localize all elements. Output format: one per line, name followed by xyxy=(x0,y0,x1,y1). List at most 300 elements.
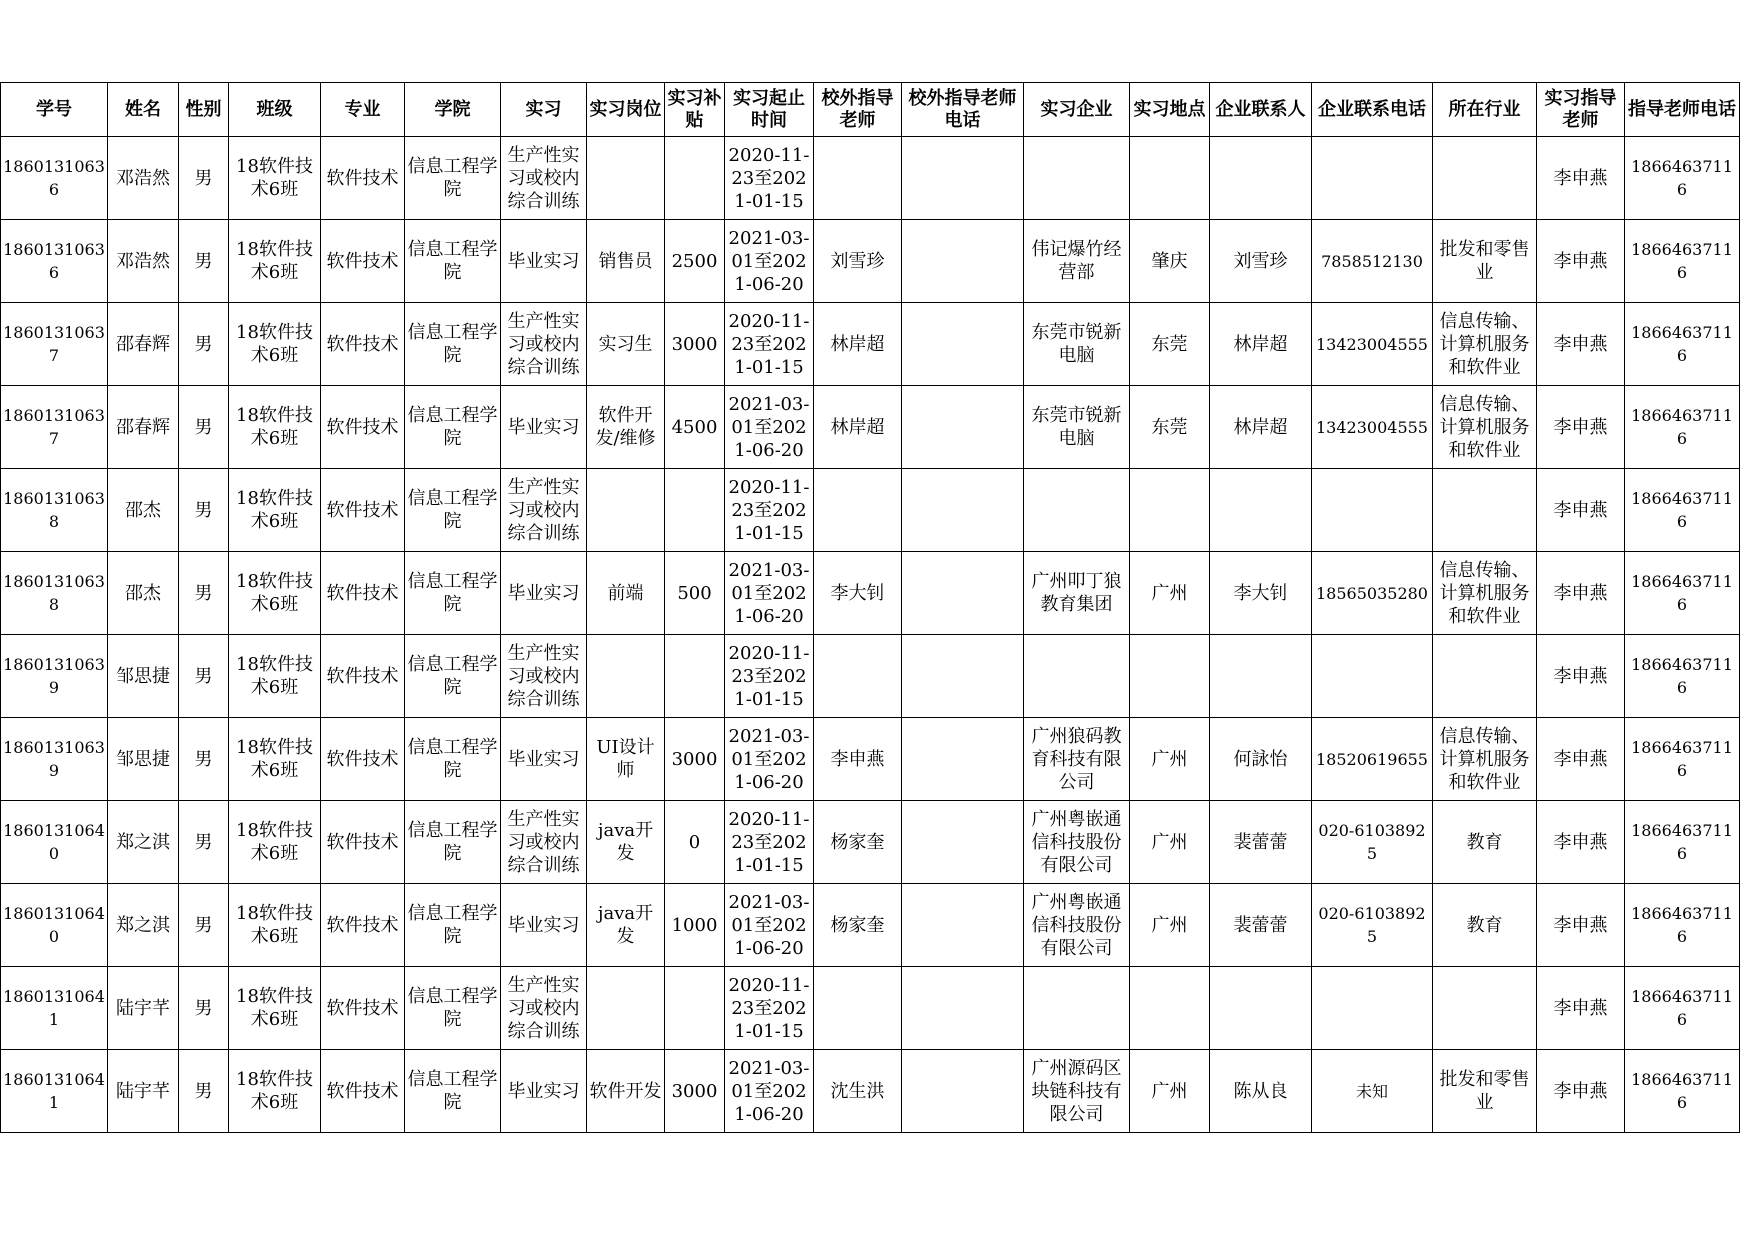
table-cell xyxy=(1130,469,1210,552)
table-cell xyxy=(501,718,587,801)
table-cell xyxy=(179,801,229,884)
table-cell xyxy=(321,718,405,801)
cell-text: 18601310640 xyxy=(3,821,105,863)
table-cell xyxy=(108,469,179,552)
table-cell xyxy=(1210,552,1312,635)
table-cell xyxy=(1,386,108,469)
table-cell xyxy=(665,967,725,1050)
table-cell xyxy=(229,303,321,386)
cell-text: 2020-11-23至2021-01-15 xyxy=(728,808,810,876)
col-header: 实习 xyxy=(501,83,587,137)
table-cell xyxy=(587,137,665,220)
table-cell xyxy=(501,1050,587,1133)
table-cell xyxy=(1130,220,1210,303)
cell-text: 刘雪珍 xyxy=(830,250,885,272)
cell-text: 18软件技术6班 xyxy=(236,654,313,698)
cell-text: 生产性实习或校内综合训练 xyxy=(507,310,580,378)
cell-text: 软件技术 xyxy=(326,333,399,355)
cell-text: 信息工程学院 xyxy=(407,654,498,698)
col-header: 专业 xyxy=(321,83,405,137)
cell-text: 陆宇芊 xyxy=(116,997,170,1019)
cell-text: 李申燕 xyxy=(1553,333,1608,355)
cell-text: 2021-03-01至2021-06-20 xyxy=(728,1057,810,1125)
table-cell xyxy=(179,469,229,552)
cell-text: 信息传输、计算机服务和软件业 xyxy=(1439,725,1530,793)
cell-text: 生产性实习或校内综合训练 xyxy=(507,642,580,710)
table-cell xyxy=(1625,220,1740,303)
cell-text: 信息工程学院 xyxy=(407,488,498,532)
col-header: 企业联系电话 xyxy=(1312,83,1433,137)
table-cell xyxy=(665,1050,725,1133)
cell-text: 广州源码区块链科技有限公司 xyxy=(1031,1057,1122,1125)
cell-text: 广州狼码教育科技有限公司 xyxy=(1031,725,1122,793)
cell-text: 男 xyxy=(194,1080,213,1102)
cell-text: 2021-03-01至2021-06-20 xyxy=(728,725,810,793)
cell-text: 毕业实习 xyxy=(507,582,580,604)
cell-text: 18软件技术6班 xyxy=(236,488,313,532)
table-cell xyxy=(1312,469,1433,552)
cell-text: 18601310639 xyxy=(3,655,105,697)
cell-text: 1000 xyxy=(671,914,718,936)
cell-text: 男 xyxy=(194,250,213,272)
cell-text: 男 xyxy=(194,499,213,521)
table-cell xyxy=(1312,635,1433,718)
table-cell xyxy=(229,552,321,635)
cell-text: 18601310637 xyxy=(3,323,105,365)
cell-text: 教育 xyxy=(1466,914,1503,936)
cell-text: 7858512130 xyxy=(1321,251,1423,271)
table-cell xyxy=(587,635,665,718)
cell-text: 生产性实习或校内综合训练 xyxy=(507,476,580,544)
table-row xyxy=(1,386,1740,469)
cell-text: 李申燕 xyxy=(1553,748,1608,770)
table-cell xyxy=(405,718,501,801)
cell-text: 13423004555 xyxy=(1316,417,1428,437)
cell-text: 杨家奎 xyxy=(830,914,885,936)
cell-text: 软件技术 xyxy=(326,499,399,521)
col-header: 实习起止时间 xyxy=(725,83,814,137)
table-cell xyxy=(1625,1050,1740,1133)
internship-table xyxy=(0,82,1740,1133)
table-cell xyxy=(1210,801,1312,884)
cell-text: 邓浩然 xyxy=(116,250,170,272)
table-cell xyxy=(405,635,501,718)
table-cell xyxy=(1130,1050,1210,1133)
table-cell xyxy=(1625,967,1740,1050)
table-cell xyxy=(1130,552,1210,635)
table-cell xyxy=(1024,137,1130,220)
cell-text: 2021-03-01至2021-06-20 xyxy=(728,891,810,959)
table-row xyxy=(1,635,1740,718)
col-header: 班级 xyxy=(229,83,321,137)
table-cell xyxy=(902,220,1024,303)
col-header: 学院 xyxy=(405,83,501,137)
cell-text: 2021-03-01至2021-06-20 xyxy=(728,559,810,627)
table-cell xyxy=(1,552,108,635)
table-cell xyxy=(179,967,229,1050)
table-cell xyxy=(1130,303,1210,386)
table-cell xyxy=(1433,884,1537,967)
cell-text: 18601310639 xyxy=(3,738,105,780)
cell-text: 软件技术 xyxy=(326,914,399,936)
cell-text: 前端 xyxy=(607,582,644,604)
table-cell xyxy=(1537,552,1625,635)
cell-text: 广州粤嵌通信科技股份有限公司 xyxy=(1031,808,1122,876)
table-cell xyxy=(1537,884,1625,967)
table-cell xyxy=(108,220,179,303)
table-cell xyxy=(321,552,405,635)
table-cell xyxy=(1130,718,1210,801)
table-cell xyxy=(665,303,725,386)
cell-text: 男 xyxy=(194,416,213,438)
cell-text: 生产性实习或校内综合训练 xyxy=(507,974,580,1042)
cell-text: 男 xyxy=(194,914,213,936)
cell-text: 东莞 xyxy=(1151,333,1188,355)
cell-text: 李大钊 xyxy=(1233,582,1288,604)
table-row xyxy=(1,718,1740,801)
table-cell xyxy=(405,469,501,552)
col-header: 性别 xyxy=(179,83,229,137)
cell-text: 男 xyxy=(194,748,213,770)
cell-text: 软件技术 xyxy=(326,416,399,438)
cell-text: 18软件技术6班 xyxy=(236,1069,313,1113)
table-body xyxy=(1,137,1740,1133)
cell-text: 邵春辉 xyxy=(116,416,170,438)
cell-text: 李申燕 xyxy=(1553,914,1608,936)
table-cell xyxy=(1130,137,1210,220)
table-cell xyxy=(405,220,501,303)
cell-text: 东莞市锐新电脑 xyxy=(1031,405,1122,449)
table-cell xyxy=(814,718,902,801)
col-header: 所在行业 xyxy=(1433,83,1537,137)
table-cell xyxy=(501,469,587,552)
table-cell xyxy=(108,386,179,469)
cell-text: 肇庆 xyxy=(1151,250,1188,272)
cell-text: 信息工程学院 xyxy=(407,820,498,864)
table-cell xyxy=(1537,469,1625,552)
table-cell xyxy=(1433,137,1537,220)
cell-text: 18664637116 xyxy=(1631,489,1733,531)
table-cell xyxy=(587,967,665,1050)
cell-text: 林岸超 xyxy=(1233,416,1288,438)
table-cell xyxy=(1,303,108,386)
table-cell xyxy=(405,1050,501,1133)
cell-text: 软件技术 xyxy=(326,250,399,272)
cell-text: 批发和零售业 xyxy=(1439,1069,1530,1113)
cell-text: 18601310637 xyxy=(3,406,105,448)
table-cell xyxy=(665,137,725,220)
table-cell xyxy=(179,1050,229,1133)
cell-text: 男 xyxy=(194,333,213,355)
table-cell xyxy=(1537,137,1625,220)
cell-text: 实习生 xyxy=(598,333,653,355)
table-cell xyxy=(179,220,229,303)
table-cell xyxy=(1,884,108,967)
table-cell xyxy=(1210,386,1312,469)
cell-text: 软件技术 xyxy=(326,997,399,1019)
table-cell xyxy=(902,635,1024,718)
table-cell xyxy=(1210,469,1312,552)
cell-text: 信息工程学院 xyxy=(407,239,498,283)
table-cell xyxy=(405,386,501,469)
table-cell xyxy=(1312,303,1433,386)
table-cell xyxy=(229,884,321,967)
table-cell xyxy=(902,967,1024,1050)
cell-text: 18软件技术6班 xyxy=(236,405,313,449)
table-cell xyxy=(501,635,587,718)
table-cell xyxy=(665,718,725,801)
table-cell xyxy=(179,137,229,220)
col-header: 校外指导老师电话 xyxy=(902,83,1024,137)
cell-text: 批发和零售业 xyxy=(1439,239,1530,283)
cell-text: 邓浩然 xyxy=(116,167,170,189)
cell-text: 18664637116 xyxy=(1631,904,1733,946)
cell-text: 18软件技术6班 xyxy=(236,986,313,1030)
table-cell xyxy=(587,718,665,801)
cell-text: 18664637116 xyxy=(1631,240,1733,282)
cell-text: 邹思捷 xyxy=(116,748,170,770)
table-cell xyxy=(1130,884,1210,967)
table-cell xyxy=(405,884,501,967)
table-cell xyxy=(1,635,108,718)
cell-text: 18601310640 xyxy=(3,904,105,946)
table-cell xyxy=(1024,967,1130,1050)
cell-text: 教育 xyxy=(1466,831,1503,853)
cell-text: 2500 xyxy=(671,250,718,272)
table-cell xyxy=(1,801,108,884)
table-cell xyxy=(321,884,405,967)
table-cell xyxy=(725,552,814,635)
table-row xyxy=(1,801,1740,884)
cell-text: 0 xyxy=(688,831,701,853)
table-cell xyxy=(321,635,405,718)
table-cell xyxy=(1433,386,1537,469)
cell-text: 软件技术 xyxy=(326,167,399,189)
table-cell xyxy=(902,386,1024,469)
cell-text: 邵杰 xyxy=(125,582,161,604)
table-cell xyxy=(229,635,321,718)
table-cell xyxy=(814,1050,902,1133)
table-cell xyxy=(1625,718,1740,801)
table-cell xyxy=(501,220,587,303)
table-cell xyxy=(902,801,1024,884)
cell-text: java开发 xyxy=(597,820,654,864)
table-cell xyxy=(902,303,1024,386)
table-cell xyxy=(814,884,902,967)
table-cell xyxy=(501,967,587,1050)
table-cell xyxy=(1024,303,1130,386)
cell-text: 18664637116 xyxy=(1631,738,1733,780)
table-cell xyxy=(321,1050,405,1133)
table-cell xyxy=(108,884,179,967)
table-cell xyxy=(587,552,665,635)
cell-text: 未知 xyxy=(1355,1081,1388,1101)
table-cell xyxy=(587,1050,665,1133)
table-cell xyxy=(405,303,501,386)
table-cell xyxy=(665,884,725,967)
table-cell xyxy=(1210,635,1312,718)
cell-text: 18软件技术6班 xyxy=(236,322,313,366)
col-header: 实习补贴 xyxy=(665,83,725,137)
table-cell xyxy=(321,469,405,552)
cell-text: 邵春辉 xyxy=(116,333,170,355)
table-cell xyxy=(1625,884,1740,967)
table-cell xyxy=(1537,718,1625,801)
table-cell xyxy=(1024,552,1130,635)
table-cell xyxy=(814,967,902,1050)
table-cell xyxy=(1625,635,1740,718)
table-cell xyxy=(1433,1050,1537,1133)
table-cell xyxy=(814,552,902,635)
cell-text: 销售员 xyxy=(598,250,653,272)
table-cell xyxy=(1024,1050,1130,1133)
table-cell xyxy=(1024,635,1130,718)
table-cell xyxy=(814,801,902,884)
table-cell xyxy=(321,137,405,220)
table-cell xyxy=(108,801,179,884)
table-row xyxy=(1,1050,1740,1133)
table-cell xyxy=(1130,801,1210,884)
table-cell xyxy=(501,801,587,884)
cell-text: 东莞 xyxy=(1151,416,1188,438)
table-cell xyxy=(1210,967,1312,1050)
table-cell xyxy=(1210,137,1312,220)
cell-text: 刘雪珍 xyxy=(1233,250,1288,272)
cell-text: 18601310638 xyxy=(3,572,105,614)
cell-text: 18664637116 xyxy=(1631,987,1733,1029)
table-cell xyxy=(1210,303,1312,386)
table-cell xyxy=(1024,386,1130,469)
table-cell xyxy=(179,884,229,967)
table-cell xyxy=(1024,718,1130,801)
table-cell xyxy=(1625,801,1740,884)
table-cell xyxy=(1,469,108,552)
table-cell xyxy=(902,884,1024,967)
table-cell xyxy=(814,303,902,386)
cell-text: java开发 xyxy=(597,903,654,947)
table-cell xyxy=(1312,552,1433,635)
cell-text: 18664637116 xyxy=(1631,821,1733,863)
table-cell xyxy=(1433,635,1537,718)
cell-text: 信息工程学院 xyxy=(407,571,498,615)
table-cell xyxy=(814,635,902,718)
table-cell xyxy=(1537,303,1625,386)
cell-text: 生产性实习或校内综合训练 xyxy=(507,808,580,876)
table-cell xyxy=(725,469,814,552)
cell-text: 毕业实习 xyxy=(507,1080,580,1102)
col-header: 指导老师电话 xyxy=(1625,83,1740,137)
table-cell xyxy=(321,303,405,386)
table-cell xyxy=(1537,801,1625,884)
table-cell xyxy=(665,220,725,303)
table-cell xyxy=(725,801,814,884)
table-cell xyxy=(814,137,902,220)
cell-text: 信息工程学院 xyxy=(407,322,498,366)
table-cell xyxy=(1312,801,1433,884)
cell-text: 杨家奎 xyxy=(830,831,885,853)
cell-text: 东莞市锐新电脑 xyxy=(1031,322,1122,366)
cell-text: 18601310641 xyxy=(3,987,105,1029)
table-row xyxy=(1,137,1740,220)
table-cell xyxy=(1625,303,1740,386)
table-cell xyxy=(725,137,814,220)
table-row xyxy=(1,303,1740,386)
table-cell xyxy=(321,220,405,303)
table-cell xyxy=(321,801,405,884)
table-cell xyxy=(1537,220,1625,303)
cell-text: 18601310641 xyxy=(3,1070,105,1112)
cell-text: 毕业实习 xyxy=(507,416,580,438)
cell-text: 广州 xyxy=(1151,748,1188,770)
table-cell xyxy=(1,220,108,303)
table-cell xyxy=(1312,884,1433,967)
table-cell xyxy=(1210,220,1312,303)
table-cell xyxy=(405,552,501,635)
table-row xyxy=(1,220,1740,303)
cell-text: 毕业实习 xyxy=(507,914,580,936)
table-cell xyxy=(501,386,587,469)
table-cell xyxy=(108,718,179,801)
table-cell xyxy=(108,967,179,1050)
col-header: 学号 xyxy=(1,83,108,137)
table-cell xyxy=(1537,635,1625,718)
cell-text: 2020-11-23至2021-01-15 xyxy=(728,144,810,212)
cell-text: 020-61038925 xyxy=(1318,904,1426,946)
cell-text: 500 xyxy=(677,582,712,604)
table-cell xyxy=(321,386,405,469)
cell-text: 李申燕 xyxy=(1553,167,1608,189)
table-cell xyxy=(1433,718,1537,801)
col-header: 企业联系人 xyxy=(1210,83,1312,137)
table-cell xyxy=(1,718,108,801)
cell-text: 裴蕾蕾 xyxy=(1233,831,1288,853)
cell-text: 信息工程学院 xyxy=(407,986,498,1030)
cell-text: 18664637116 xyxy=(1631,572,1733,614)
cell-text: 广州 xyxy=(1151,831,1188,853)
cell-text: 020-61038925 xyxy=(1318,821,1426,863)
cell-text: 邹思捷 xyxy=(116,665,170,687)
table-cell xyxy=(587,801,665,884)
table-cell xyxy=(229,1050,321,1133)
table-cell xyxy=(1537,967,1625,1050)
cell-text: 李申燕 xyxy=(1553,582,1608,604)
cell-text: 3000 xyxy=(671,1080,718,1102)
cell-text: 软件技术 xyxy=(326,748,399,770)
col-header: 实习指导老师 xyxy=(1537,83,1625,137)
cell-text: 信息工程学院 xyxy=(407,156,498,200)
table-cell xyxy=(587,220,665,303)
table-cell xyxy=(1312,1050,1433,1133)
table-cell xyxy=(405,967,501,1050)
table-cell xyxy=(229,718,321,801)
table-cell xyxy=(1312,137,1433,220)
table-cell xyxy=(1537,386,1625,469)
table-cell xyxy=(725,718,814,801)
table-cell xyxy=(814,220,902,303)
table-cell xyxy=(229,469,321,552)
cell-text: 信息传输、计算机服务和软件业 xyxy=(1439,559,1530,627)
table-cell xyxy=(1130,635,1210,718)
cell-text: 18软件技术6班 xyxy=(236,156,313,200)
table-cell xyxy=(108,552,179,635)
cell-text: 生产性实习或校内综合训练 xyxy=(507,144,580,212)
table-cell xyxy=(179,718,229,801)
cell-text: 李大钊 xyxy=(830,582,885,604)
col-header: 实习岗位 xyxy=(587,83,665,137)
table-row xyxy=(1,552,1740,635)
cell-text: 信息传输、计算机服务和软件业 xyxy=(1439,310,1530,378)
col-header: 实习企业 xyxy=(1024,83,1130,137)
